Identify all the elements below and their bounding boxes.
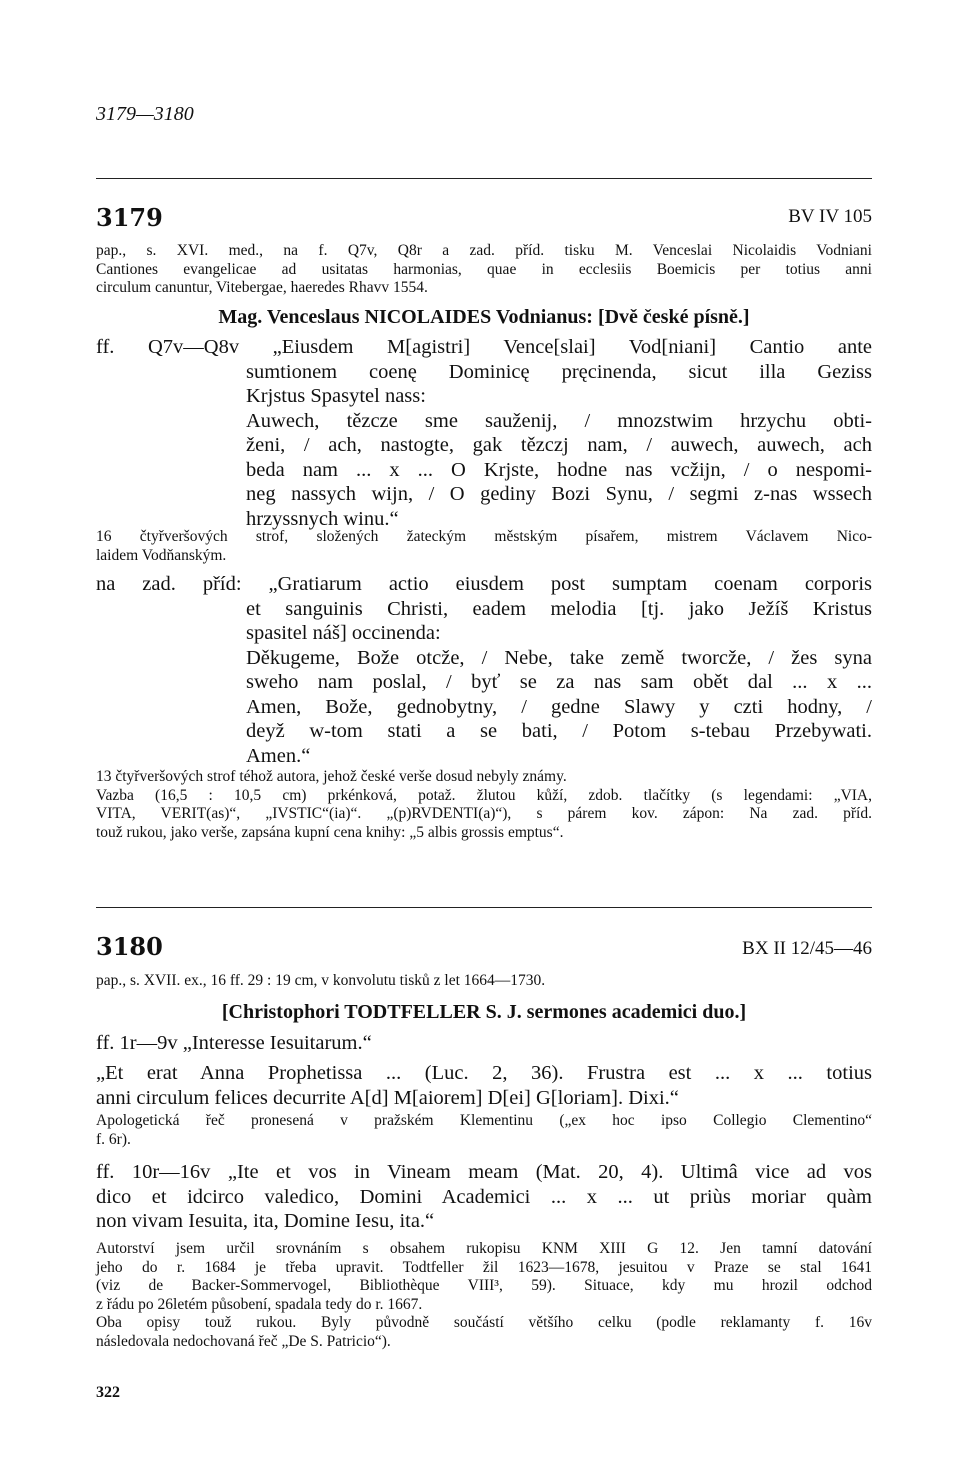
separator-rule <box>96 907 872 908</box>
note-line: 13 čtyřveršových strof téhož autora, jehož české verše dosud nebyly známy. <box>96 768 567 785</box>
text-line: et sanguinis Christi, eadem melodia [tj. jako Ježíš Kristus <box>246 597 872 620</box>
text-line <box>96 335 872 360</box>
folio-reference: ff. Q7v—Q8v <box>96 336 240 358</box>
text-line: Auwech, tězcze sme sauženij, / mnozstwim hrzychu obti- <box>246 409 872 432</box>
note <box>96 768 872 842</box>
physical-description <box>96 242 872 298</box>
incipit-text-1 <box>96 335 872 531</box>
incipit-text <box>96 1061 872 1110</box>
text-line: Děkugeme, Bože otcže, / Nebe, take země tworcže, / žes syna <box>246 646 872 669</box>
text-line: „Eiusdem M[agistri] Vence[slai] Vod[niani] Cantio ante <box>272 336 872 358</box>
running-header: 3179—3180 <box>96 103 194 125</box>
text-line <box>96 572 872 597</box>
physical-description <box>96 972 872 991</box>
entry-number: 3179 <box>96 203 163 232</box>
incipit-text-2 <box>96 572 872 768</box>
text-line: dico et idcirco valedico, Domini Academici ... x ... ut priùs moriar quàm <box>96 1185 872 1208</box>
note-line: laidem Vodňanským. <box>96 546 227 564</box>
entry-title: Mag. Venceslaus NICOLAIDES Vodnianus: [Dvě české písně.] <box>218 306 750 328</box>
text-line: ff. 10r—16v „Ite et vos in Vineam meam (Mat. 20, 4). Ultimâ vice ad vos <box>96 1161 872 1183</box>
text-line: ff. 1r—9v „Interesse Iesuitarum.“ <box>96 1032 372 1054</box>
text-line: spasitel náš] occinenda: <box>246 622 441 644</box>
text-line: „Et erat Anna Prophetissa ... (Luc. 2, 36). Frustra est ... x ... totius <box>96 1062 872 1084</box>
note-line: Oba opisy touž rukou. Byly původně součástí většího celku (podle reklamanty f. 16v <box>96 1314 872 1331</box>
text-line: non vivam Iesuita, ita, Domine Iesu, ita.“ <box>96 1210 435 1232</box>
text-line: neg nassych wijn, / O gediny Bozi Synu, / segmi z-nas wssech <box>246 483 872 505</box>
note-line: touž rukou, jako verše, zapsána kupní cena knihy: „5 albis grossis emptus“. <box>96 823 564 841</box>
separator-rule <box>96 178 872 179</box>
text-line: beda nam ... x ... O Krjste, hodne nas vcžijn, / o nespomi- <box>246 458 872 481</box>
text-line: sweho nam poslal, / byť se za nas sam obět dal ... x ... <box>246 671 872 693</box>
text-line: Amen, Bože, gednobytny, / gedne Slawy y czti hodny, / <box>246 695 872 718</box>
note-line: Vazba (16,5 : 10,5 cm) prkénková, potaž. žlutou kůží, zdob. tlačítky (s legendami: „VIA, <box>96 786 872 804</box>
folio-reference: na zad. příd: <box>96 573 242 595</box>
entry-title: [Christophori TODTFELLER S. J. sermones academici duo.] <box>221 1001 747 1023</box>
shelf-signature: BX II 12/45—46 <box>742 938 872 959</box>
shelf-signature: BV IV 105 <box>788 206 872 227</box>
text-line: anni circulum felices decurrite A[d] M[aiorem] D[ei] G[loriam]. Dixi.“ <box>96 1086 679 1109</box>
note-line: VITA, VERIT(as)“, „IVSTIC“(ia)“. „(p)RVDENTI(a)“), s párem kov. zápon: Na zad. příd. <box>96 805 872 822</box>
incipit-line <box>96 1031 872 1056</box>
text-line: Krjstus Spasytel nass: <box>246 385 426 407</box>
desc-line: circulum canuntur, Vitebergae, haeredes Rhavv 1554. <box>96 279 428 296</box>
text-line: sumtionem coenę Dominicę pręcinenda, sicut illa Geziss <box>246 360 872 383</box>
text-line: Amen.“ <box>246 744 311 767</box>
note-line: Apologetická řeč pronesená v pražském Klementinu („ex hoc ipso Collegio Clementino“ <box>96 1112 872 1129</box>
text-line: ženi, / ach, nastogte, gak tězczj nam, / auwech, auwech, ach <box>246 434 872 456</box>
note-line: (viz de Backer-Sommervogel, Bibliothèque VIII³, 59). Situace, kdy mu hrozil odchod <box>96 1277 872 1294</box>
entry-number: 3180 <box>96 932 163 961</box>
note-line: jeho do r. 1684 je třeba upravit. Todtfeller žil 1623—1678, jesuitou v Praze se stal 1641 <box>96 1258 872 1276</box>
note <box>96 1112 872 1149</box>
note-line: f. 6r). <box>96 1130 131 1148</box>
note-line: následovala nedochovaná řeč „De S. Patricio“). <box>96 1332 391 1350</box>
page-number: 322 <box>96 1384 120 1401</box>
note <box>96 528 872 565</box>
desc-line: Cantiones evangelicae ad usitatas harmonias, quae in ecclesiis Boemicis per totius anni <box>96 260 872 278</box>
text-line: deyž w-tom stati a se bati, / Potom s-tebau Przebywati. <box>246 720 872 742</box>
incipit-text <box>96 1160 872 1234</box>
note-line: Autorství jsem určil srovnáním s obsahem rukopisu KNM XIII G 12. Jen tamní datování <box>96 1240 872 1257</box>
note-line: z řádu po 26letém působení, spadala tedy do r. 1667. <box>96 1295 423 1313</box>
text-line: „Gratiarum actio eiusdem post sumptam coenam corporis <box>268 573 873 595</box>
note-line: 16 čtyřveršových strof, složených žateckým městským písařem, mistrem Václavem Nico- <box>96 528 872 545</box>
note <box>96 1240 872 1351</box>
desc-line: pap., s. XVI. med., na f. Q7v, Q8r a zad. příd. tisku M. Venceslai Nicolaidis Vodniani <box>96 242 872 259</box>
text-line: hrzyssnych winu.“ <box>246 507 399 530</box>
desc-line: pap., s. XVII. ex., 16 ff. 29 : 19 cm, v konvolutu tisků z let 1664—1730. <box>96 972 546 989</box>
